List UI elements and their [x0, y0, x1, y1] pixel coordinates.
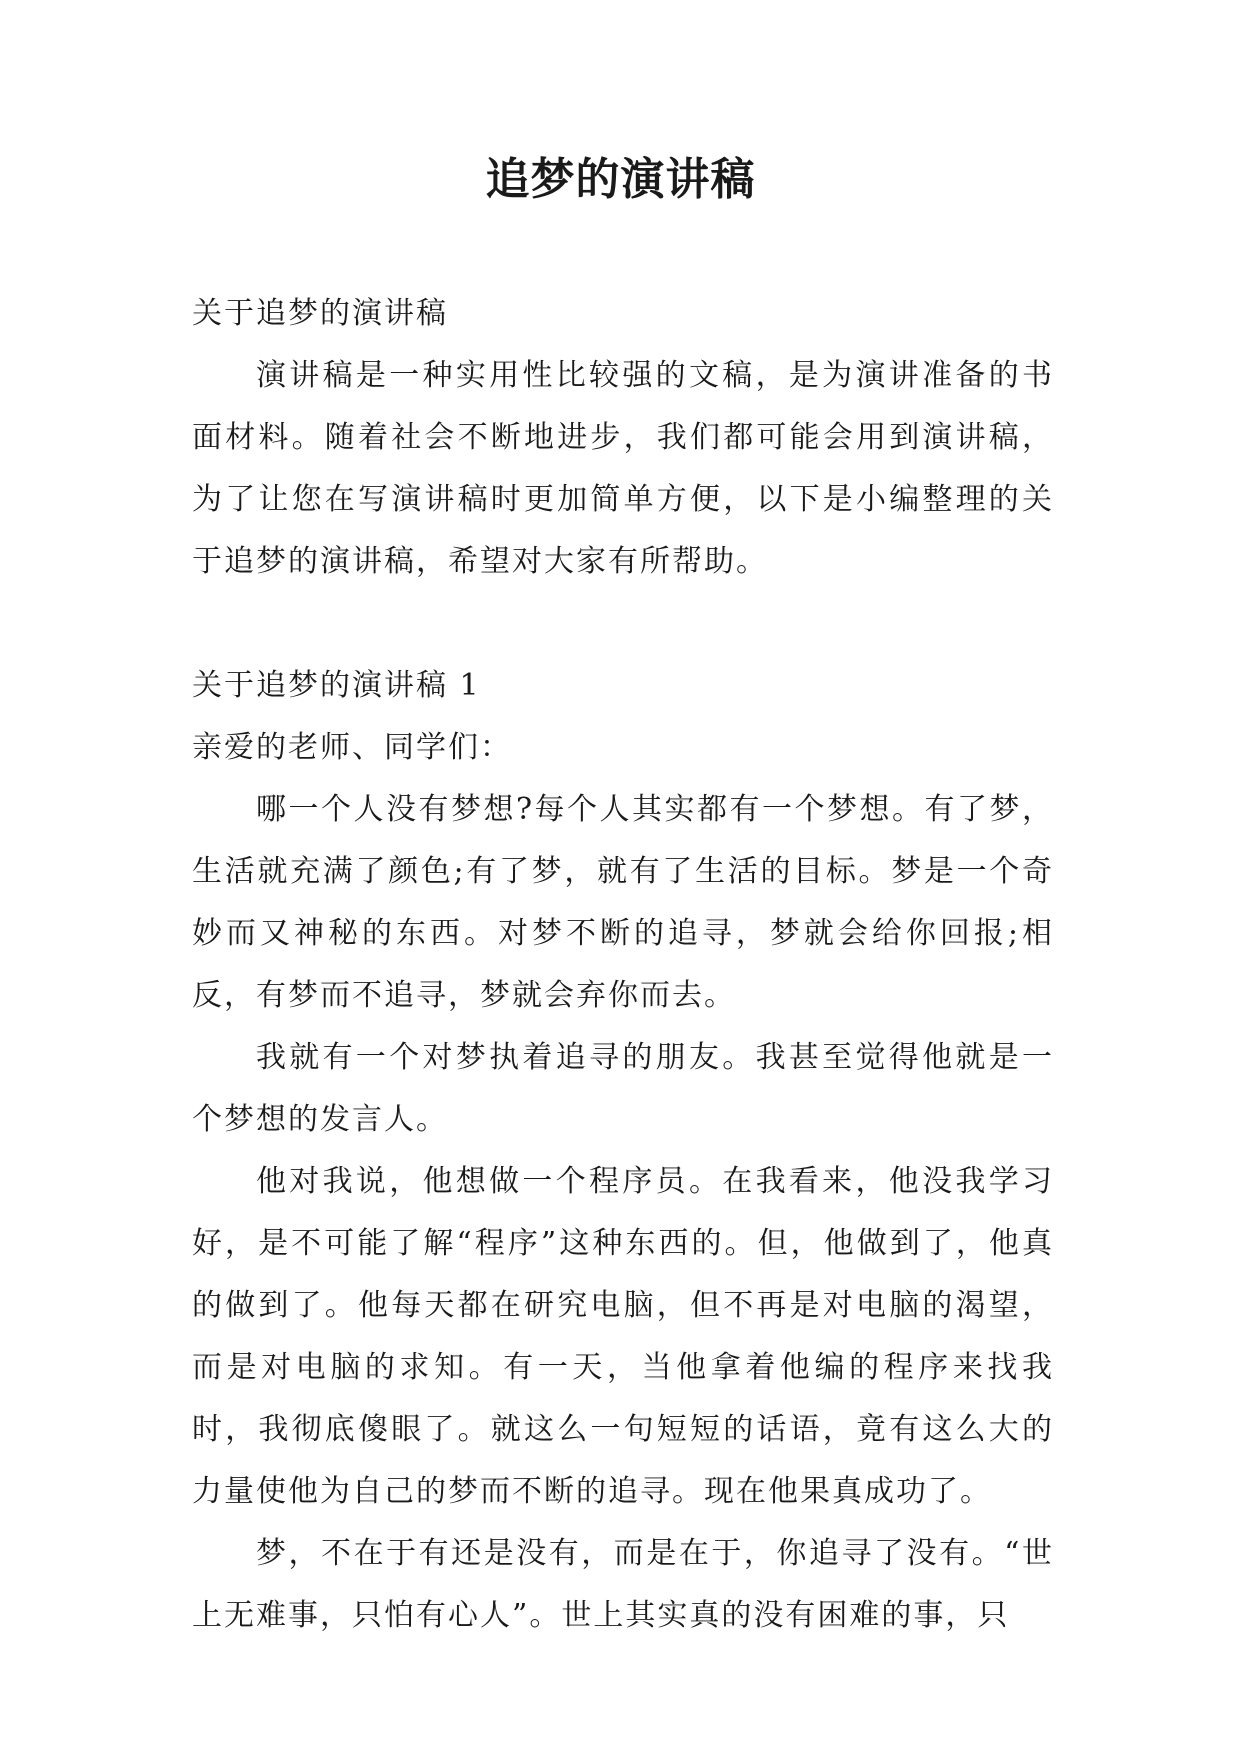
- document-subtitle: 关于追梦的演讲稿: [192, 296, 448, 331]
- document-title: 追梦的演讲稿: [485, 154, 756, 205]
- body-paragraph: 他对我说，他想做一个程序员。在我看来，他没我学习好，是不可能了解“程序”这种东西的。但，他做到了，他真的做到了。他每天都在研究电脑，但不再是对电脑的渴望，而是对电脑的求知。有一天，当他拿着他编的程序来找我时，我彻底傻眼了。就这么一句短短的话语，竟有这么大的力量使他为自己的梦而不断的追寻。现在他果真成功了。: [192, 1164, 1054, 1509]
- body-paragraph: 我就有一个对梦执着追寻的朋友。我甚至觉得他就是一个梦想的发言人。: [192, 1040, 1054, 1137]
- body-paragraph: 哪一个人没有梦想?每个人其实都有一个梦想。有了梦，生活就充满了颜色;有了梦，就有了生活的目标。梦是一个奇妙而又神秘的东西。对梦不断的追寻，梦就会给你回报;相反，有梦而不追寻，梦就会弃你而去。: [192, 792, 1054, 1013]
- greeting-line: 亲爱的老师、同学们：: [192, 730, 512, 765]
- body-paragraph: 梦，不在于有还是没有，而是在于，你追寻了没有。“世上无难事，只怕有心人”。世上其实真的没有困难的事，只: [192, 1536, 1054, 1633]
- intro-paragraph: 演讲稿是一种实用性比较强的文稿，是为演讲准备的书面材料。随着社会不断地进步，我们都可能会用到演讲稿，为了让您在写演讲稿时更加简单方便，以下是小编整理的关于追梦的演讲稿，希望对大家有所帮助。: [192, 358, 1054, 579]
- document-body: [192, 283, 1054, 1647]
- section-heading: 关于追梦的演讲稿 1: [192, 668, 481, 703]
